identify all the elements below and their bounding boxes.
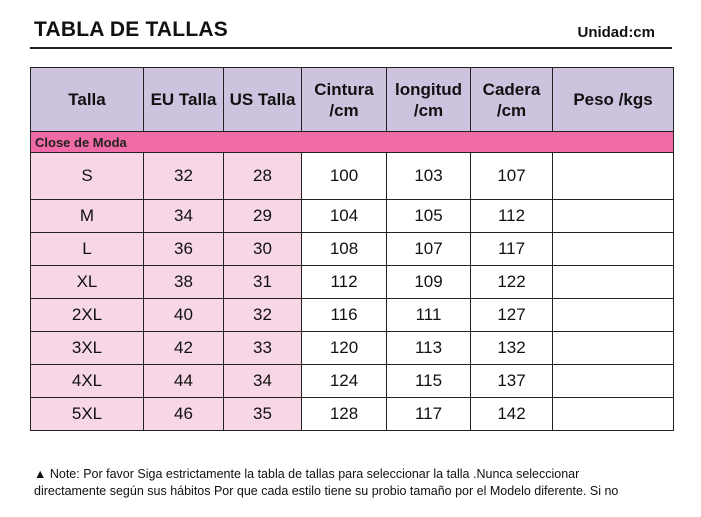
- eu-size-cell: 32: [144, 153, 224, 200]
- brand-row: [31, 132, 674, 153]
- hip-cell: 112: [471, 200, 553, 233]
- column-header: longitud /cm: [387, 68, 471, 132]
- weight-cell: [553, 365, 674, 398]
- note-line-1: Note: Por favor Siga estrictamente la tabla de tallas para seleccionar la talla .Nunca seleccionar: [46, 467, 580, 481]
- hip-cell: 107: [471, 153, 553, 200]
- column-header: US Talla: [224, 68, 302, 132]
- unit-label: Unidad:cm: [577, 24, 655, 41]
- waist-cell: 128: [302, 398, 387, 431]
- eu-size-cell: 42: [144, 332, 224, 365]
- length-cell: 115: [387, 365, 471, 398]
- waist-cell: 124: [302, 365, 387, 398]
- us-size-cell: 31: [224, 266, 302, 299]
- length-cell: 111: [387, 299, 471, 332]
- us-size-cell: 29: [224, 200, 302, 233]
- column-header: Cintura /cm: [302, 68, 387, 132]
- size-cell: 2XL: [31, 299, 144, 332]
- eu-size-cell: 34: [144, 200, 224, 233]
- column-header: Talla: [31, 68, 144, 132]
- hip-cell: 132: [471, 332, 553, 365]
- note-line-2: directamente según sus hábitos Por que cada estilo tiene su probio tamaño por el Modelo diferente. Si no: [34, 484, 619, 498]
- size-cell: 4XL: [31, 365, 144, 398]
- size-chart-table: [30, 67, 674, 431]
- us-size-cell: 35: [224, 398, 302, 431]
- page-title: TABLA DE TALLAS: [34, 18, 228, 41]
- table-row: [31, 266, 674, 299]
- column-header: Cadera /cm: [471, 68, 553, 132]
- title-divider: [30, 47, 672, 49]
- table-row: [31, 233, 674, 266]
- weight-cell: [553, 153, 674, 200]
- length-cell: 103: [387, 153, 471, 200]
- size-note: [34, 466, 674, 500]
- eu-size-cell: 46: [144, 398, 224, 431]
- table-row: [31, 200, 674, 233]
- us-size-cell: 30: [224, 233, 302, 266]
- us-size-cell: 32: [224, 299, 302, 332]
- column-header: EU Talla: [144, 68, 224, 132]
- hip-cell: 122: [471, 266, 553, 299]
- size-cell: M: [31, 200, 144, 233]
- size-cell: L: [31, 233, 144, 266]
- eu-size-cell: 44: [144, 365, 224, 398]
- table-row: [31, 299, 674, 332]
- weight-cell: [553, 233, 674, 266]
- brand-label: Close de Moda: [31, 132, 674, 153]
- length-cell: 107: [387, 233, 471, 266]
- waist-cell: 116: [302, 299, 387, 332]
- waist-cell: 120: [302, 332, 387, 365]
- hip-cell: 127: [471, 299, 553, 332]
- length-cell: 113: [387, 332, 471, 365]
- column-header: Peso /kgs: [553, 68, 674, 132]
- length-cell: 109: [387, 266, 471, 299]
- size-cell: 3XL: [31, 332, 144, 365]
- length-cell: 105: [387, 200, 471, 233]
- waist-cell: 112: [302, 266, 387, 299]
- triangle-icon: ▲: [34, 467, 47, 481]
- us-size-cell: 33: [224, 332, 302, 365]
- hip-cell: 142: [471, 398, 553, 431]
- weight-cell: [553, 332, 674, 365]
- eu-size-cell: 38: [144, 266, 224, 299]
- table-row: [31, 153, 674, 200]
- length-cell: 117: [387, 398, 471, 431]
- eu-size-cell: 40: [144, 299, 224, 332]
- table-row: [31, 398, 674, 431]
- waist-cell: 108: [302, 233, 387, 266]
- weight-cell: [553, 398, 674, 431]
- size-cell: XL: [31, 266, 144, 299]
- us-size-cell: 28: [224, 153, 302, 200]
- size-cell: S: [31, 153, 144, 200]
- us-size-cell: 34: [224, 365, 302, 398]
- weight-cell: [553, 200, 674, 233]
- hip-cell: 117: [471, 233, 553, 266]
- size-cell: 5XL: [31, 398, 144, 431]
- waist-cell: 104: [302, 200, 387, 233]
- table-row: [31, 365, 674, 398]
- eu-size-cell: 36: [144, 233, 224, 266]
- hip-cell: 137: [471, 365, 553, 398]
- table-row: [31, 332, 674, 365]
- weight-cell: [553, 299, 674, 332]
- table-header-row: [31, 68, 674, 132]
- weight-cell: [553, 266, 674, 299]
- waist-cell: 100: [302, 153, 387, 200]
